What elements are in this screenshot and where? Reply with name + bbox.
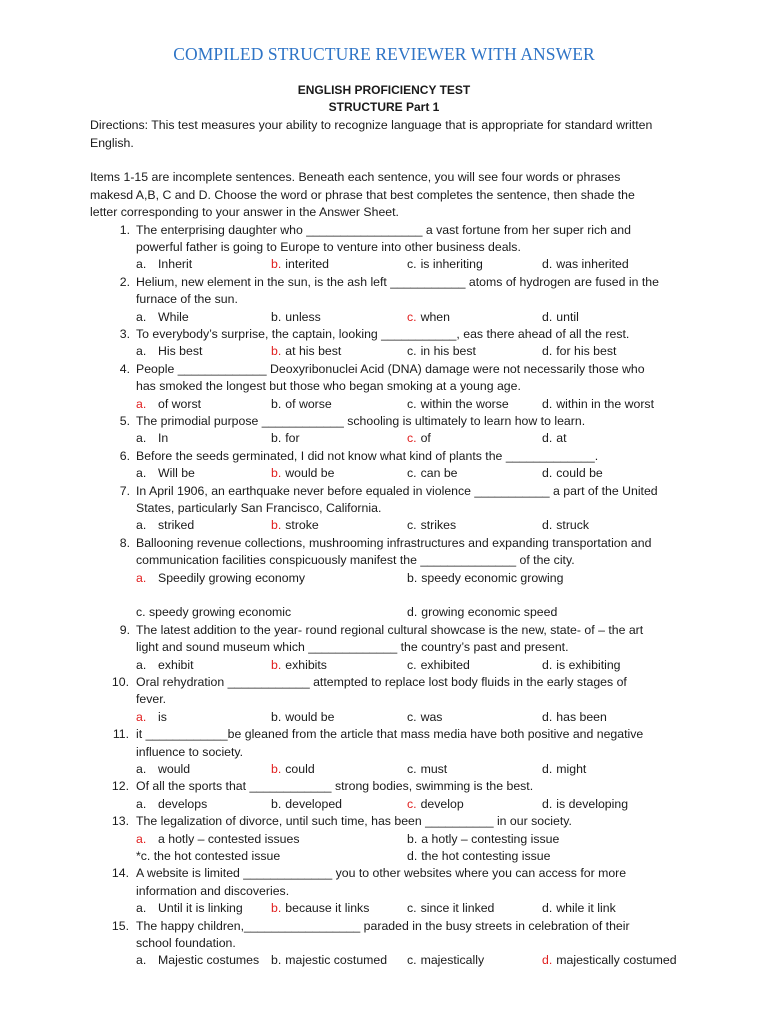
choice-letter: b. (271, 344, 282, 359)
choices-row (0, 761, 768, 778)
choice-option (136, 796, 207, 813)
question-number: 5. (119, 413, 130, 428)
choice-text: could (285, 761, 315, 776)
choice-letter: d. (542, 953, 553, 968)
choice-text: the hot contesting issue (421, 848, 551, 863)
choice-option (407, 761, 447, 778)
choice-letter: b. (271, 761, 282, 776)
choice-text: until (556, 309, 579, 324)
choice-letter: a. (136, 761, 147, 776)
choice-option (407, 517, 456, 534)
question-number: 13. (111, 814, 129, 829)
choice-option (407, 831, 559, 848)
question-line (0, 883, 768, 900)
choice-letter: a. (136, 396, 147, 411)
choice-option (407, 256, 483, 273)
choice-text: interited (285, 257, 330, 272)
choice-text: majestic costumed (285, 953, 388, 968)
question-number: 11. (112, 727, 129, 742)
choice-option (542, 657, 621, 674)
choice-letter: a. (136, 344, 147, 359)
choice-letter: a. (136, 431, 147, 446)
question-line (0, 483, 768, 500)
choice-letter: b. (271, 901, 282, 916)
question-line (0, 535, 768, 552)
question-line (0, 639, 768, 656)
question-text: Helium, new element in the sun, is the ash left ___________ atoms of hydrogen are fused in the (136, 274, 659, 289)
choice-letter: c. (407, 953, 417, 968)
choices-row (0, 430, 768, 447)
choices-row (0, 343, 768, 360)
choice-text: might (556, 761, 587, 776)
choice-option (542, 256, 629, 273)
choice-letter: c. (407, 257, 417, 272)
choice-option (542, 761, 586, 778)
choices-row (0, 709, 768, 726)
choice-option (136, 709, 167, 726)
choices-row (0, 657, 768, 674)
question-line (0, 413, 768, 430)
choice-letter: c. (407, 901, 417, 916)
choice-option (542, 430, 567, 447)
choices-row (0, 396, 768, 413)
question-text: A website is limited _____________ you to other websites where you can access for more (136, 866, 627, 881)
choice-letter: b. (271, 709, 282, 724)
choice-option (136, 952, 259, 969)
question-number: 2. (119, 274, 130, 289)
choice-text: can be (420, 466, 458, 481)
question-text: People _____________ Deoxyribonuclei Acid (DNA) damage were not necessarily those who (136, 361, 645, 376)
question-text: has smoked the longest but those who began smoking at a young age. (136, 379, 521, 394)
choice-option (407, 430, 431, 447)
choice-option (271, 761, 315, 778)
choice-letter: c. (407, 657, 417, 672)
choice-text: for (285, 431, 300, 446)
choices-row (0, 604, 768, 621)
choice-letter: a. (136, 901, 147, 916)
question-number: 1. (119, 222, 130, 237)
choice-text: would be (285, 709, 335, 724)
instructions (90, 169, 680, 222)
question-text: information and discoveries. (136, 883, 290, 898)
choice-option (136, 430, 168, 447)
directions (90, 117, 680, 152)
question-number: 10. (111, 674, 129, 689)
choice-text: at (556, 431, 567, 446)
choice-text: While (158, 309, 189, 324)
question-text: it ____________be gleaned from the article that mass media have both positive and negative (136, 727, 644, 742)
choice-option (407, 952, 484, 969)
choice-text: developed (285, 796, 343, 811)
choice-letter: b. (271, 466, 282, 481)
question-text: school foundation. (136, 935, 236, 950)
choice-letter: b. (271, 309, 282, 324)
choice-text: since it linked (420, 901, 495, 916)
directions-line: Directions: This test measures your ability to recognize language that is appropriate for standard written (90, 118, 653, 132)
choice-text: a hotly – contested issues (158, 831, 300, 846)
choice-letter: c. (407, 344, 417, 359)
choice-letter: c. (407, 761, 417, 776)
choice-option (271, 796, 342, 813)
choice-letter: d. (542, 396, 553, 411)
choice-text: develop (420, 796, 464, 811)
choice-letter: c. (407, 709, 417, 724)
choices-row (0, 900, 768, 917)
choice-letter: a. (136, 657, 147, 672)
choice-letter: c. (407, 466, 417, 481)
choice-option (271, 343, 341, 360)
question-number: 6. (119, 448, 130, 463)
question-text: States, particularly San Francisco, California. (136, 500, 382, 515)
choice-text: has been (556, 709, 607, 724)
choice-option (407, 343, 476, 360)
question-text: The legalization of divorce, until such time, has been __________ in our society. (136, 814, 572, 829)
choice-option (136, 465, 195, 482)
choice-letter: d. (542, 344, 553, 359)
question-number: 9. (119, 622, 130, 637)
question-text: communication facilities conspicuously manifest the ______________ of the city. (136, 553, 575, 568)
question-text: furnace of the sun. (136, 292, 238, 307)
choice-text: of worse (285, 396, 332, 411)
question-text: The primodial purpose ____________ schooling is ultimately to learn how to learn. (136, 413, 586, 428)
choice-letter: d. (542, 257, 553, 272)
choice-option (542, 900, 616, 917)
choice-text: at his best (285, 344, 342, 359)
choice-text: In (158, 431, 169, 446)
question-line (0, 222, 768, 239)
question-text: The latest addition to the year- round regional cultural showcase is the new, state- of – the art (136, 622, 644, 637)
choice-option (136, 343, 202, 360)
question-line (0, 326, 768, 343)
choice-letter: c. (407, 431, 417, 446)
question-line (0, 778, 768, 795)
choice-letter: d. (542, 901, 553, 916)
choice-option (407, 709, 442, 726)
choice-text: while it link (556, 901, 616, 916)
choices-row (0, 256, 768, 273)
choice-letter: c. (407, 796, 417, 811)
question-line (0, 448, 768, 465)
choice-letter: a. (136, 466, 147, 481)
choice-option (271, 430, 300, 447)
choices-row (0, 570, 768, 587)
choice-option (407, 465, 458, 482)
choice-text: Will be (158, 466, 195, 481)
choice-letter: a. (136, 796, 147, 811)
choice-option (136, 657, 194, 674)
choice-text: exhibits (285, 657, 327, 672)
part-heading: STRUCTURE Part 1 (328, 100, 440, 114)
choice-option (407, 900, 494, 917)
choices-row (0, 309, 768, 326)
choice-option (542, 465, 603, 482)
choice-letter: d. (542, 309, 553, 324)
choices-row (0, 587, 768, 604)
choice-letter: d. (407, 605, 418, 620)
question-text: influence to society. (136, 744, 244, 759)
question-number: 8. (119, 535, 130, 550)
choice-letter: b. (271, 431, 282, 446)
question-text: In April 1906, an earthquake never before equaled in violence ___________ a part of the United (136, 483, 658, 498)
choice-text: *c. the hot contested issue (136, 848, 281, 863)
choice-option (136, 517, 194, 534)
instructions-line: makesd A,B, C and D. Choose the word or phrase that best completes the sentence, then shade the (90, 187, 635, 202)
choice-option (136, 831, 300, 848)
choice-option (136, 900, 243, 917)
choice-text: is inheriting (420, 257, 483, 272)
question-line (0, 918, 768, 935)
choice-text: Inherit (158, 257, 193, 272)
choice-option (407, 570, 563, 587)
question-line (0, 378, 768, 395)
choice-text: is (158, 709, 167, 724)
choice-letter: a. (136, 570, 147, 585)
choice-letter: b. (271, 257, 282, 272)
choice-letter: d. (407, 848, 418, 863)
choice-text: of (420, 431, 431, 446)
choice-letter: d. (542, 518, 553, 533)
choice-letter: c. (407, 309, 417, 324)
question-text: Ballooning revenue collections, mushrooming infrastructures and expanding transportation and (136, 535, 652, 550)
choice-option (407, 396, 509, 413)
choice-letter: a. (136, 518, 147, 533)
directions-line: English. (90, 135, 134, 150)
choice-letter: b. (407, 831, 418, 846)
choice-letter: b. (271, 796, 282, 811)
choice-option (271, 517, 319, 534)
choice-letter: b. (271, 396, 282, 411)
question-text: Oral rehydration ____________ attempted to replace lost body fluids in the early stages of (136, 674, 627, 689)
choice-letter: b. (271, 953, 282, 968)
choice-letter: d. (542, 657, 553, 672)
choice-text: His best (158, 344, 203, 359)
instructions-line: letter corresponding to your answer in the Answer Sheet. (90, 205, 399, 219)
question-line (0, 813, 768, 830)
choice-option (542, 796, 628, 813)
choice-text: would (158, 761, 191, 776)
choice-letter: c. (407, 396, 417, 411)
choice-text: exhibited (420, 657, 470, 672)
choices-row (0, 848, 768, 865)
question-line (0, 935, 768, 952)
choice-letter: b. (271, 518, 282, 533)
question-line (0, 726, 768, 743)
choice-text: is exhibiting (556, 657, 621, 672)
choice-text: was inherited (556, 257, 629, 272)
choice-text: within in the worst (556, 396, 654, 411)
choice-option (542, 517, 589, 534)
choice-text: a hotly – contesting issue (421, 831, 560, 846)
choice-option (271, 900, 369, 917)
choice-option (136, 396, 201, 413)
question-number: 14. (111, 866, 129, 881)
choice-option (271, 709, 335, 726)
choice-text: is developing (556, 796, 629, 811)
question-text: powerful father is going to Europe to venture into other business deals. (136, 239, 521, 254)
choice-text: exhibit (158, 657, 194, 672)
choice-option (136, 309, 189, 326)
choice-text: develops (158, 796, 208, 811)
choice-text: stroke (285, 518, 319, 533)
choice-letter: a. (136, 257, 147, 272)
instructions-line: Items 1-15 are incomplete sentences. Beneath each sentence, you will see four words or phrases (90, 170, 621, 184)
choice-text: growing economic speed (421, 605, 558, 620)
choice-text: was (420, 709, 443, 724)
choice-option (407, 309, 450, 326)
choice-letter: c. (407, 518, 417, 533)
choice-text: majestically costumed (556, 953, 677, 968)
choice-option (271, 465, 335, 482)
choice-option (136, 848, 280, 865)
choice-text: would be (285, 466, 335, 481)
choice-text: Speedily growing economy (158, 570, 305, 585)
choice-text: c. speedy growing economic (136, 605, 292, 620)
choice-option (271, 309, 321, 326)
choice-text: of worst (158, 396, 202, 411)
question-text: Of all the sports that ____________ strong bodies, swimming is the best. (136, 779, 534, 794)
choice-option (136, 256, 192, 273)
question-number: 3. (119, 326, 130, 341)
question-line (0, 865, 768, 882)
question-text: The enterprising daughter who _________________ a vast fortune from her super rich and (136, 222, 631, 237)
choices-row (0, 465, 768, 482)
choices-row (0, 831, 768, 848)
choice-option (136, 570, 305, 587)
choice-option (542, 309, 579, 326)
question-line (0, 361, 768, 378)
question-line (0, 274, 768, 291)
question-line (0, 691, 768, 708)
choice-text: striked (158, 518, 195, 533)
choice-text: Until it is linking (158, 901, 243, 916)
choice-option (407, 796, 464, 813)
choice-option (271, 657, 327, 674)
question-text: light and sound museum which _____________ the country’s past and present. (136, 640, 569, 655)
choice-option (136, 604, 291, 621)
choice-option (271, 256, 329, 273)
choice-option (542, 396, 654, 413)
choice-text: struck (556, 518, 590, 533)
test-heading: ENGLISH PROFICIENCY TEST (297, 83, 471, 97)
question-text: Before the seeds germinated, I did not know what kind of plants the _____________. (136, 448, 599, 463)
choice-option (136, 761, 190, 778)
choice-letter: d. (542, 431, 553, 446)
choice-option (271, 396, 332, 413)
question-number: 15. (111, 918, 129, 933)
choice-letter: b. (407, 570, 418, 585)
choice-text: strikes (420, 518, 457, 533)
choice-option (407, 657, 470, 674)
choice-text: speedy economic growing (421, 570, 564, 585)
question-text: fever. (136, 692, 167, 707)
choices-row (0, 796, 768, 813)
choice-letter: d. (542, 761, 553, 776)
choice-letter: d. (542, 796, 553, 811)
question-text: To everybody’s surprise, the captain, looking ___________, eas there ahead of all the rest. (136, 326, 630, 341)
choice-letter: b. (271, 657, 282, 672)
choice-text: majestically (420, 953, 485, 968)
choice-letter: a. (136, 709, 147, 724)
question-line (0, 291, 768, 308)
question-number: 12. (111, 779, 129, 794)
choice-option (407, 604, 557, 621)
question-line (0, 552, 768, 569)
choice-letter: a. (136, 309, 147, 324)
question-number: 4. (119, 361, 130, 376)
choice-letter: d. (542, 709, 553, 724)
question-number: 7. (119, 483, 130, 498)
choice-option (542, 952, 677, 969)
question-text: The happy children,_________________ paraded in the busy streets in celebration of their (136, 918, 630, 933)
choice-text: unless (285, 309, 321, 324)
choice-letter: a. (136, 953, 147, 968)
choice-letter: a. (136, 831, 147, 846)
question-line (0, 500, 768, 517)
question-line (0, 622, 768, 639)
choices-row (0, 517, 768, 534)
choice-text: within the worse (420, 396, 509, 411)
document-title: COMPILED STRUCTURE REVIEWER WITH ANSWER (173, 44, 595, 64)
choice-text: for his best (556, 344, 617, 359)
choice-text: must (420, 761, 448, 776)
choice-option (542, 343, 616, 360)
choice-option (271, 952, 387, 969)
choices-row (0, 952, 768, 969)
choice-text: because it links (285, 901, 370, 916)
choice-letter: d. (542, 466, 553, 481)
choice-text: could be (556, 466, 603, 481)
question-line (0, 744, 768, 761)
choice-option (407, 848, 550, 865)
choice-text: Majestic costumes (158, 953, 260, 968)
question-line (0, 674, 768, 691)
choice-text: when (420, 309, 450, 324)
choice-text: in his best (420, 344, 476, 359)
choice-option (542, 709, 607, 726)
question-line (0, 239, 768, 256)
